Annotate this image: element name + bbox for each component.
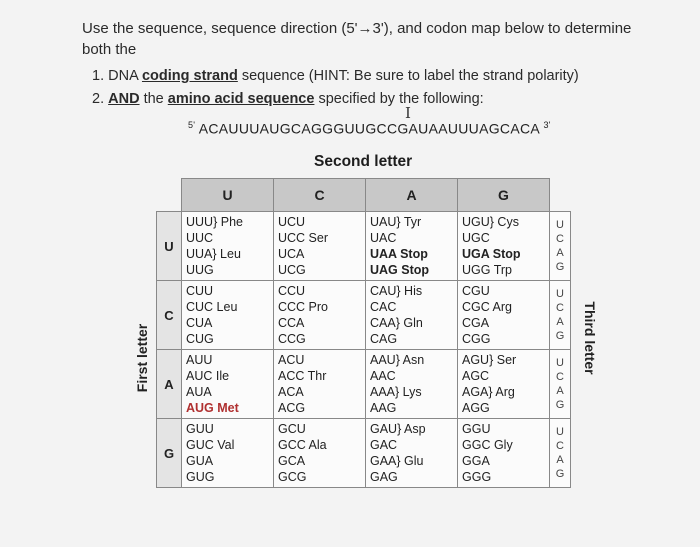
codon-line: GUC Val — [186, 438, 235, 452]
codon-cell — [182, 419, 274, 488]
codon-table-body — [157, 212, 571, 488]
codon-line: AUG Met — [186, 401, 239, 415]
codon-row — [157, 212, 571, 281]
codon-line: CAG — [370, 332, 398, 346]
question-1 — [92, 68, 579, 84]
third-letter: G — [555, 468, 565, 480]
first-letter-label: First letter — [134, 323, 150, 393]
corner — [157, 179, 182, 212]
third-letter: U — [556, 288, 564, 300]
codon-line: CCA — [278, 316, 305, 330]
codon-line: CCU — [278, 284, 306, 298]
codon-line: AAG — [370, 401, 397, 415]
codon-line: UGA Stop — [462, 247, 521, 261]
third-letter: G — [555, 330, 565, 342]
codon-line: CCG — [278, 332, 306, 346]
codon-cell — [182, 212, 274, 281]
third-letter-cell — [550, 350, 571, 419]
codon-line: UCA — [278, 247, 305, 261]
codon-line: UCC Ser — [278, 231, 329, 245]
codon-line: GAA} Glu — [370, 454, 424, 468]
header-u: U — [182, 179, 274, 212]
codon-line: GAC — [370, 438, 398, 452]
codon-line: AUU — [186, 353, 213, 367]
third-letter: C — [556, 440, 564, 452]
header-a: A — [366, 179, 458, 212]
third-letter: U — [556, 219, 564, 231]
codon-cell — [366, 419, 458, 488]
codon-cell — [274, 419, 366, 488]
codon-line: UUG — [186, 263, 214, 277]
codon-line: UGG Trp — [462, 263, 513, 277]
codon-line: UUC — [186, 231, 214, 245]
codon-line: CGU — [462, 284, 490, 298]
first-letter-cell: U — [157, 212, 182, 281]
codon-line: AAU} Asn — [370, 353, 425, 367]
codon-line: AUA — [186, 385, 212, 399]
codon-line: GCU — [278, 422, 306, 436]
codon-cell — [458, 212, 550, 281]
header-g: G — [458, 179, 550, 212]
corner-right — [550, 179, 571, 212]
three-prime-label: 3' — [543, 120, 551, 130]
codon-line: UAA Stop — [370, 247, 428, 261]
codon-cell — [458, 350, 550, 419]
codon-line: UUU} Phe — [186, 215, 243, 229]
codon-line: AGA} Arg — [462, 385, 515, 399]
codon-line: CUC Leu — [186, 300, 238, 314]
header-row — [157, 179, 571, 212]
codon-cell — [182, 281, 274, 350]
codon-line: GAU} Asp — [370, 422, 426, 436]
second-letter-label: Second letter — [314, 153, 413, 170]
codon-line: GGA — [462, 454, 490, 468]
five-prime-label: 5' — [188, 120, 196, 130]
third-letter-cell — [550, 419, 571, 488]
codon-row — [157, 350, 571, 419]
codon-line: AGG — [462, 401, 490, 415]
codon-cell — [366, 212, 458, 281]
third-letter: A — [556, 247, 564, 259]
codon-row — [157, 419, 571, 488]
codon-line: AGC — [462, 369, 490, 383]
codon-line: ACA — [278, 385, 304, 399]
intro-text: Use the sequence, sequence direction (5'→3'), and codon map below to determine both the — [82, 20, 632, 58]
third-letter-cell — [550, 281, 571, 350]
codon-line: CAA} Gln — [370, 316, 423, 330]
codon-line: GGU — [462, 422, 491, 436]
codon-line: CGC Arg — [462, 300, 513, 314]
codon-line: GUG — [186, 470, 215, 484]
question-2 — [92, 91, 484, 107]
codon-line: UUA} Leu — [186, 247, 241, 261]
third-letter: U — [556, 426, 564, 438]
third-letter-cell — [550, 212, 571, 281]
rna-sequence — [188, 120, 551, 137]
codon-line: UAG Stop — [370, 263, 430, 277]
q2-rest: specified by the following: — [314, 91, 484, 107]
third-letter: A — [556, 454, 564, 466]
codon-line: CGG — [462, 332, 491, 346]
third-letter: U — [556, 357, 564, 369]
q2-emphasis: amino acid sequence — [167, 91, 315, 107]
codon-line: GGG — [462, 470, 492, 484]
third-letter: G — [555, 261, 565, 273]
q2-mid: the — [139, 91, 168, 107]
codon-line: UCU — [278, 215, 306, 229]
third-letter: C — [556, 371, 564, 383]
codon-line: GCA — [278, 454, 306, 468]
codon-line: GCC Ala — [278, 438, 327, 452]
codon-line: AAA} Lys — [370, 385, 422, 399]
codon-line: AGU} Ser — [462, 353, 517, 367]
codon-cell — [182, 350, 274, 419]
codon-line: CGA — [462, 316, 490, 330]
codon-line: ACU — [278, 353, 305, 367]
codon-cell — [366, 350, 458, 419]
codon-line: ACG — [278, 401, 306, 415]
third-letter: A — [556, 385, 564, 397]
codon-line: CUA — [186, 316, 213, 330]
codon-line: ACC Thr — [278, 369, 327, 383]
codon-line: GCG — [278, 470, 307, 484]
codon-line: AAC — [370, 369, 396, 383]
codon-line: GUA — [186, 454, 214, 468]
sequence-text: ACAUUUAUGCAGGGUUGCCGAUAAUUUAGCACA — [198, 120, 540, 137]
q1-emphasis: coding strand — [141, 68, 238, 84]
codon-line: CUU — [186, 284, 214, 298]
codon-line: GGC Gly — [462, 438, 513, 452]
codon-cell — [458, 281, 550, 350]
codon-line: UAC — [370, 231, 397, 245]
first-letter-cell: A — [157, 350, 182, 419]
codon-line: CAC — [370, 300, 397, 314]
codon-line: CAU} His — [370, 284, 423, 298]
first-letter-cell: C — [157, 281, 182, 350]
third-letter: G — [555, 399, 565, 411]
third-letter: C — [556, 233, 564, 245]
q1-prefix: 1. DNA — [92, 68, 142, 84]
codon-line: GAG — [370, 470, 398, 484]
codon-line: UGC — [462, 231, 490, 245]
codon-cell — [366, 281, 458, 350]
codon-table — [156, 178, 571, 488]
header-c: C — [274, 179, 366, 212]
third-letter: C — [556, 302, 564, 314]
third-letter: A — [556, 316, 564, 328]
codon-cell — [458, 419, 550, 488]
codon-line: CUG — [186, 332, 214, 346]
codon-line: CCC Pro — [278, 300, 329, 314]
codon-line: UCG — [278, 263, 306, 277]
q2-prefix: 2. — [92, 91, 109, 107]
codon-line: GUU — [186, 422, 214, 436]
codon-cell — [274, 212, 366, 281]
codon-line: AUC Ile — [186, 369, 230, 383]
codon-line: UAU} Tyr — [370, 215, 422, 229]
text-cursor-icon: I — [405, 104, 411, 122]
codon-cell — [274, 281, 366, 350]
third-letter-label: Third letter — [582, 301, 598, 375]
codon-row — [157, 281, 571, 350]
codon-line: UGU} Cys — [462, 215, 519, 229]
first-letter-cell: G — [157, 419, 182, 488]
q1-rest: sequence (HINT: Be sure to label the strand polarity) — [237, 68, 579, 84]
codon-cell — [274, 350, 366, 419]
q2-and: AND — [108, 91, 140, 107]
